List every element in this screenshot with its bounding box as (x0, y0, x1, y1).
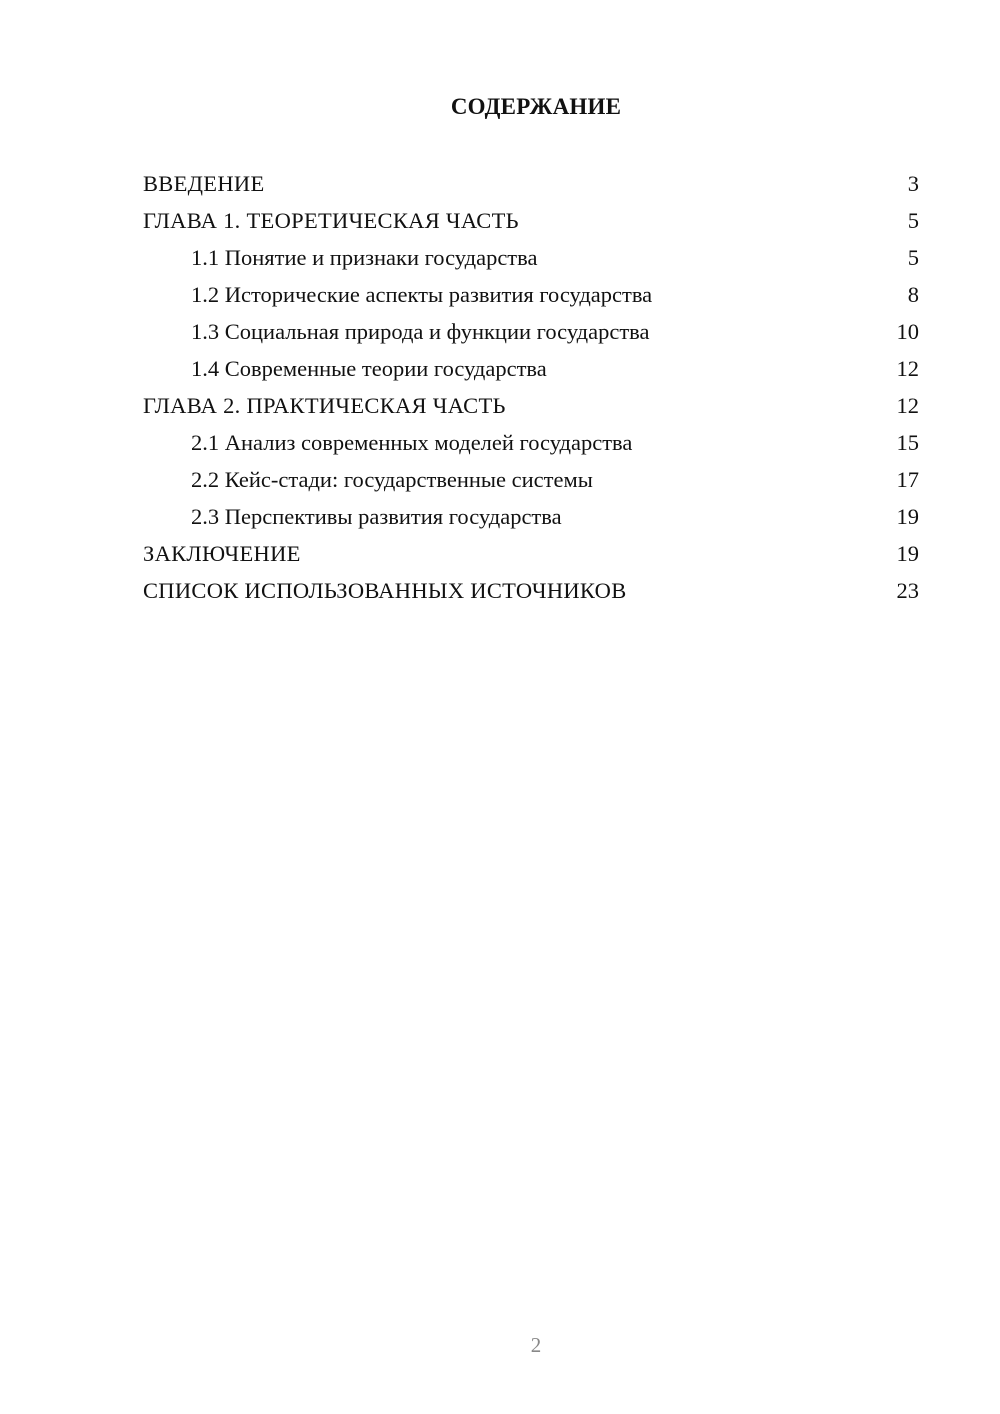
toc-entry[interactable] (143, 572, 919, 609)
toc-entry-label: ЗАКЛЮЧЕНИЕ (143, 541, 301, 566)
toc-title: СОДЕРЖАНИЕ (450, 94, 622, 119)
toc-entry-page: 10 (896, 319, 919, 344)
toc-entry-page: 19 (896, 541, 919, 566)
toc-entry-page: 15 (896, 430, 919, 455)
toc-entry[interactable] (143, 535, 919, 572)
toc-entry-label: 2.1 Анализ современных моделей государства (191, 430, 633, 455)
toc-entry-label: 2.2 Кейс-стади: государственные системы (191, 467, 593, 492)
toc-entry[interactable] (143, 165, 919, 202)
page-number: 2 (530, 1333, 542, 1357)
toc-entry-page: 17 (896, 467, 919, 492)
toc-entry-page: 5 (907, 245, 919, 270)
toc-entry-page: 3 (907, 171, 919, 196)
toc-entry-label: 1.3 Социальная природа и функции государства (191, 319, 650, 344)
toc-entry-label: 1.1 Понятие и признаки государства (191, 245, 538, 270)
toc-subentry[interactable] (143, 313, 919, 350)
table-of-contents (143, 165, 919, 609)
toc-entry-page: 19 (896, 504, 919, 529)
toc-entry-page: 12 (896, 356, 919, 381)
toc-subentry[interactable] (143, 239, 919, 276)
toc-subentry[interactable] (143, 461, 919, 498)
toc-entry-label: ГЛАВА 2. ПРАКТИЧЕСКАЯ ЧАСТЬ (143, 393, 506, 418)
toc-entry-label: ВВЕДЕНИЕ (143, 171, 265, 196)
toc-entry-label: 1.2 Исторические аспекты развития государства (191, 282, 653, 307)
toc-entry-page: 5 (907, 208, 919, 233)
toc-entry-label: СПИСОК ИСПОЛЬЗОВАННЫХ ИСТОЧНИКОВ (143, 578, 627, 603)
toc-entry[interactable] (143, 387, 919, 424)
toc-entry-page: 23 (896, 578, 919, 603)
toc-entry-label: 1.4 Современные теории государства (191, 356, 547, 381)
toc-subentry[interactable] (143, 498, 919, 535)
toc-entry-label: ГЛАВА 1. ТЕОРЕТИЧЕСКАЯ ЧАСТЬ (143, 208, 519, 233)
toc-subentry[interactable] (143, 424, 919, 461)
toc-entry[interactable] (143, 202, 919, 239)
toc-entry-page: 12 (896, 393, 919, 418)
toc-subentry[interactable] (143, 276, 919, 313)
toc-entry-label: 2.3 Перспективы развития государства (191, 504, 562, 529)
toc-subentry[interactable] (143, 350, 919, 387)
toc-entry-page: 8 (907, 282, 919, 307)
